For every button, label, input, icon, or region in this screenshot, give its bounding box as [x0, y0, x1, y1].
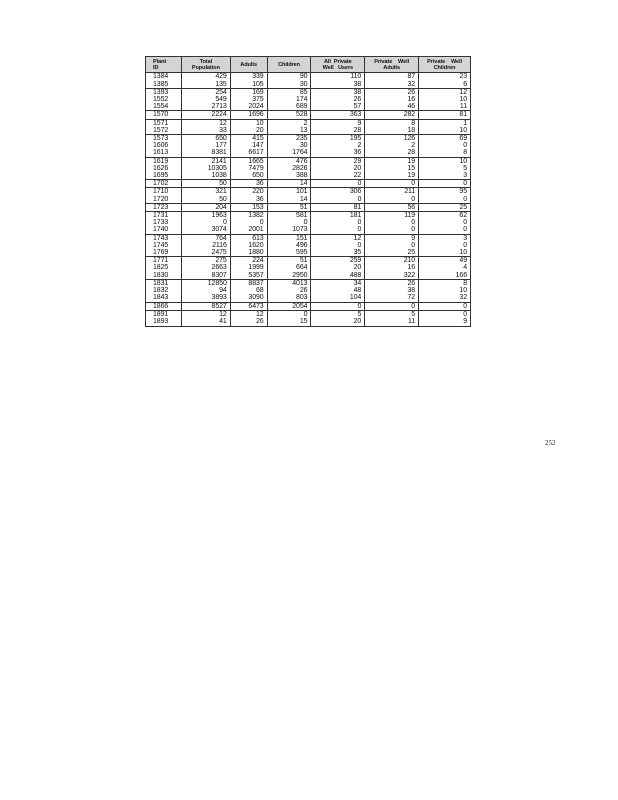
- table-row: [146, 279, 471, 287]
- cell-total-population: 2141: [181, 157, 230, 165]
- cell-all-private-well-users: 306: [311, 188, 365, 196]
- header-plant-id: Plant ID: [146, 57, 182, 73]
- cell-private-well-children: 8: [419, 279, 471, 287]
- cell-children: 2950: [267, 272, 311, 280]
- cell-private-well-adults: 87: [365, 73, 419, 81]
- cell-adults: 2001: [230, 226, 267, 234]
- cell-total-population: 8307: [181, 272, 230, 280]
- cell-private-well-children: 166: [419, 272, 471, 280]
- table-row: [146, 318, 471, 327]
- cell-private-well-children: 4: [419, 264, 471, 271]
- table-row: [146, 219, 471, 226]
- cell-children: 1073: [267, 226, 311, 234]
- cell-private-well-children: 9: [419, 318, 471, 327]
- cell-total-population: 254: [181, 88, 230, 96]
- cell-all-private-well-users: 20: [311, 264, 365, 271]
- cell-private-well-adults: 322: [365, 272, 419, 280]
- cell-private-well-adults: 15: [365, 165, 419, 172]
- cell-total-population: 1963: [181, 212, 230, 220]
- cell-private-well-children: 0: [419, 242, 471, 249]
- cell-plant-id: 1571: [146, 119, 182, 127]
- cell-total-population: 2713: [181, 103, 230, 111]
- table-row: [146, 142, 471, 149]
- cell-adults: 1880: [230, 249, 267, 257]
- cell-private-well-adults: 19: [365, 157, 419, 165]
- cell-private-well-adults: 0: [365, 226, 419, 234]
- cell-adults: 5357: [230, 272, 267, 280]
- cell-private-well-adults: 282: [365, 111, 419, 119]
- cell-children: 2826: [267, 165, 311, 172]
- cell-children: 15: [267, 318, 311, 327]
- cell-total-population: 177: [181, 142, 230, 149]
- table-header-row: [146, 57, 471, 73]
- cell-private-well-adults: 16: [365, 264, 419, 271]
- cell-all-private-well-users: 0: [311, 242, 365, 249]
- cell-plant-id: 1619: [146, 157, 182, 165]
- cell-plant-id: 1830: [146, 272, 182, 280]
- cell-children: 388: [267, 172, 311, 180]
- table-row: [146, 196, 471, 204]
- cell-children: 1764: [267, 149, 311, 157]
- cell-adults: 20: [230, 127, 267, 135]
- cell-children: 30: [267, 142, 311, 149]
- cell-all-private-well-users: 488: [311, 272, 365, 280]
- cell-all-private-well-users: 5: [311, 310, 365, 318]
- cell-private-well-children: 0: [419, 310, 471, 318]
- cell-private-well-adults: 8: [365, 119, 419, 127]
- cell-adults: 36: [230, 180, 267, 188]
- cell-adults: 147: [230, 142, 267, 149]
- cell-total-population: 2224: [181, 111, 230, 119]
- cell-plant-id: 1385: [146, 81, 182, 89]
- cell-private-well-adults: 119: [365, 212, 419, 220]
- cell-children: 2: [267, 119, 311, 127]
- cell-plant-id: 1723: [146, 203, 182, 211]
- cell-private-well-children: 1: [419, 119, 471, 127]
- cell-plant-id: 1831: [146, 279, 182, 287]
- cell-private-well-children: 0: [419, 302, 471, 310]
- cell-adults: 0: [230, 219, 267, 226]
- header-children: Children: [267, 57, 311, 73]
- cell-private-well-children: 32: [419, 294, 471, 302]
- cell-all-private-well-users: 36: [311, 149, 365, 157]
- cell-adults: 1620: [230, 242, 267, 249]
- page-number: 252: [545, 439, 556, 447]
- cell-adults: 224: [230, 257, 267, 265]
- cell-total-population: 2116: [181, 242, 230, 249]
- cell-private-well-adults: 0: [365, 196, 419, 204]
- cell-children: 2054: [267, 302, 311, 310]
- cell-all-private-well-users: 38: [311, 88, 365, 96]
- cell-total-population: 94: [181, 287, 230, 294]
- cell-adults: 68: [230, 287, 267, 294]
- cell-all-private-well-users: 0: [311, 196, 365, 204]
- cell-private-well-children: 23: [419, 73, 471, 81]
- cell-children: 496: [267, 242, 311, 249]
- cell-plant-id: 1572: [146, 127, 182, 135]
- table-row: [146, 249, 471, 257]
- cell-adults: 375: [230, 96, 267, 103]
- cell-plant-id: 1769: [146, 249, 182, 257]
- cell-children: 51: [267, 257, 311, 265]
- cell-private-well-children: 10: [419, 157, 471, 165]
- cell-private-well-children: 49: [419, 257, 471, 265]
- table-row: [146, 188, 471, 196]
- cell-adults: 1665: [230, 157, 267, 165]
- cell-total-population: 50: [181, 180, 230, 188]
- cell-all-private-well-users: 35: [311, 249, 365, 257]
- cell-total-population: 2475: [181, 249, 230, 257]
- cell-total-population: 650: [181, 135, 230, 143]
- cell-all-private-well-users: 0: [311, 226, 365, 234]
- cell-private-well-adults: 210: [365, 257, 419, 265]
- cell-private-well-adults: 38: [365, 287, 419, 294]
- table-row: [146, 302, 471, 310]
- table-row: [146, 149, 471, 157]
- table-row: [146, 287, 471, 294]
- cell-private-well-children: 10: [419, 287, 471, 294]
- cell-children: 51: [267, 203, 311, 211]
- table-row: [146, 165, 471, 172]
- cell-private-well-adults: 16: [365, 96, 419, 103]
- cell-adults: 220: [230, 188, 267, 196]
- table-row: [146, 212, 471, 220]
- cell-plant-id: 1832: [146, 287, 182, 294]
- header-adults: Adults: [230, 57, 267, 73]
- cell-total-population: 3893: [181, 294, 230, 302]
- table-row: [146, 264, 471, 271]
- cell-all-private-well-users: 104: [311, 294, 365, 302]
- cell-all-private-well-users: 0: [311, 302, 365, 310]
- cell-plant-id: 1570: [146, 111, 182, 119]
- cell-total-population: 2663: [181, 264, 230, 271]
- cell-children: 689: [267, 103, 311, 111]
- header-total-population: Total Population: [181, 57, 230, 73]
- cell-total-population: 321: [181, 188, 230, 196]
- cell-private-well-children: 8: [419, 149, 471, 157]
- cell-all-private-well-users: 28: [311, 127, 365, 135]
- table-row: [146, 272, 471, 280]
- cell-children: 0: [267, 219, 311, 226]
- cell-plant-id: 1573: [146, 135, 182, 143]
- cell-private-well-adults: 28: [365, 149, 419, 157]
- table-row: [146, 127, 471, 135]
- cell-all-private-well-users: 29: [311, 157, 365, 165]
- cell-all-private-well-users: 22: [311, 172, 365, 180]
- cell-all-private-well-users: 20: [311, 318, 365, 327]
- cell-adults: 3090: [230, 294, 267, 302]
- cell-total-population: 12: [181, 119, 230, 127]
- cell-all-private-well-users: 195: [311, 135, 365, 143]
- cell-adults: 339: [230, 73, 267, 81]
- cell-total-population: 8381: [181, 149, 230, 157]
- cell-total-population: 3074: [181, 226, 230, 234]
- cell-private-well-adults: 5: [365, 310, 419, 318]
- cell-adults: 12: [230, 310, 267, 318]
- cell-plant-id: 1554: [146, 103, 182, 111]
- cell-children: 803: [267, 294, 311, 302]
- cell-all-private-well-users: 57: [311, 103, 365, 111]
- table-row: [146, 111, 471, 119]
- cell-private-well-adults: 56: [365, 203, 419, 211]
- cell-adults: 105: [230, 81, 267, 89]
- cell-all-private-well-users: 48: [311, 287, 365, 294]
- cell-total-population: 8527: [181, 302, 230, 310]
- cell-children: 664: [267, 264, 311, 271]
- cell-private-well-children: 10: [419, 96, 471, 103]
- cell-children: 85: [267, 88, 311, 96]
- cell-private-well-adults: 211: [365, 188, 419, 196]
- table-body: [146, 73, 471, 327]
- cell-adults: 26: [230, 318, 267, 327]
- cell-total-population: 12: [181, 310, 230, 318]
- cell-private-well-adults: 18: [365, 127, 419, 135]
- cell-children: 595: [267, 249, 311, 257]
- cell-adults: 6617: [230, 149, 267, 157]
- cell-children: 151: [267, 234, 311, 242]
- cell-total-population: 10305: [181, 165, 230, 172]
- cell-private-well-children: 62: [419, 212, 471, 220]
- cell-plant-id: 1606: [146, 142, 182, 149]
- cell-all-private-well-users: 363: [311, 111, 365, 119]
- cell-private-well-children: 10: [419, 127, 471, 135]
- cell-private-well-children: 5: [419, 165, 471, 172]
- cell-adults: 415: [230, 135, 267, 143]
- cell-total-population: 33: [181, 127, 230, 135]
- cell-total-population: 0: [181, 219, 230, 226]
- table-row: [146, 310, 471, 318]
- cell-plant-id: 1731: [146, 212, 182, 220]
- cell-children: 235: [267, 135, 311, 143]
- cell-private-well-adults: 46: [365, 103, 419, 111]
- cell-total-population: 275: [181, 257, 230, 265]
- table-row: [146, 157, 471, 165]
- table-row: [146, 294, 471, 302]
- cell-children: 101: [267, 188, 311, 196]
- cell-total-population: 549: [181, 96, 230, 103]
- cell-total-population: 12850: [181, 279, 230, 287]
- cell-plant-id: 1393: [146, 88, 182, 96]
- cell-private-well-adults: 72: [365, 294, 419, 302]
- cell-plant-id: 1702: [146, 180, 182, 188]
- cell-adults: 6473: [230, 302, 267, 310]
- table-row: [146, 119, 471, 127]
- cell-adults: 1382: [230, 212, 267, 220]
- table-row: [146, 73, 471, 81]
- cell-plant-id: 1720: [146, 196, 182, 204]
- cell-all-private-well-users: 81: [311, 203, 365, 211]
- table-row: [146, 103, 471, 111]
- cell-total-population: 764: [181, 234, 230, 242]
- cell-plant-id: 1552: [146, 96, 182, 103]
- cell-private-well-adults: 0: [365, 180, 419, 188]
- cell-plant-id: 1740: [146, 226, 182, 234]
- table-row: [146, 88, 471, 96]
- cell-private-well-children: 0: [419, 219, 471, 226]
- table-row: [146, 234, 471, 242]
- cell-total-population: 1038: [181, 172, 230, 180]
- cell-plant-id: 1843: [146, 294, 182, 302]
- cell-private-well-children: 95: [419, 188, 471, 196]
- cell-private-well-children: 25: [419, 203, 471, 211]
- cell-adults: 650: [230, 172, 267, 180]
- cell-children: 14: [267, 196, 311, 204]
- cell-total-population: 41: [181, 318, 230, 327]
- population-well-users-table: [145, 56, 471, 327]
- header-private-well-adults: Private Well Adults: [365, 57, 419, 73]
- cell-private-well-children: 0: [419, 196, 471, 204]
- cell-private-well-adults: 11: [365, 318, 419, 327]
- cell-children: 13: [267, 127, 311, 135]
- cell-adults: 36: [230, 196, 267, 204]
- cell-adults: 1999: [230, 264, 267, 271]
- cell-private-well-adults: 2: [365, 142, 419, 149]
- cell-private-well-adults: 26: [365, 88, 419, 96]
- cell-all-private-well-users: 181: [311, 212, 365, 220]
- cell-private-well-children: 0: [419, 226, 471, 234]
- table-row: [146, 172, 471, 180]
- cell-private-well-adults: 126: [365, 135, 419, 143]
- cell-private-well-adults: 0: [365, 219, 419, 226]
- cell-private-well-adults: 25: [365, 249, 419, 257]
- cell-all-private-well-users: 110: [311, 73, 365, 81]
- cell-adults: 153: [230, 203, 267, 211]
- cell-total-population: 135: [181, 81, 230, 89]
- cell-total-population: 429: [181, 73, 230, 81]
- cell-plant-id: 1613: [146, 149, 182, 157]
- cell-children: 581: [267, 212, 311, 220]
- cell-private-well-adults: 19: [365, 172, 419, 180]
- cell-private-well-adults: 0: [365, 302, 419, 310]
- cell-private-well-children: 6: [419, 81, 471, 89]
- cell-private-well-children: 0: [419, 180, 471, 188]
- cell-children: 174: [267, 96, 311, 103]
- cell-plant-id: 1745: [146, 242, 182, 249]
- table-row: [146, 96, 471, 103]
- cell-all-private-well-users: 26: [311, 96, 365, 103]
- cell-total-population: 204: [181, 203, 230, 211]
- cell-children: 528: [267, 111, 311, 119]
- cell-private-well-children: 81: [419, 111, 471, 119]
- cell-children: 0: [267, 310, 311, 318]
- cell-adults: 8837: [230, 279, 267, 287]
- cell-plant-id: 1771: [146, 257, 182, 265]
- cell-all-private-well-users: 9: [311, 119, 365, 127]
- cell-plant-id: 1893: [146, 318, 182, 327]
- cell-private-well-adults: 26: [365, 279, 419, 287]
- table-row: [146, 81, 471, 89]
- cell-all-private-well-users: 34: [311, 279, 365, 287]
- cell-adults: 169: [230, 88, 267, 96]
- cell-private-well-children: 3: [419, 172, 471, 180]
- cell-adults: 10: [230, 119, 267, 127]
- cell-adults: 613: [230, 234, 267, 242]
- cell-private-well-children: 12: [419, 88, 471, 96]
- cell-children: 4013: [267, 279, 311, 287]
- cell-all-private-well-users: 20: [311, 165, 365, 172]
- cell-plant-id: 1743: [146, 234, 182, 242]
- cell-all-private-well-users: 0: [311, 219, 365, 226]
- cell-children: 26: [267, 287, 311, 294]
- cell-all-private-well-users: 259: [311, 257, 365, 265]
- cell-private-well-adults: 32: [365, 81, 419, 89]
- cell-children: 476: [267, 157, 311, 165]
- cell-adults: 1696: [230, 111, 267, 119]
- cell-plant-id: 1384: [146, 73, 182, 81]
- cell-private-well-adults: 0: [365, 242, 419, 249]
- header-private-well-children: Private Well Children: [419, 57, 471, 73]
- cell-plant-id: 1891: [146, 310, 182, 318]
- cell-all-private-well-users: 2: [311, 142, 365, 149]
- table-row: [146, 257, 471, 265]
- cell-all-private-well-users: 0: [311, 180, 365, 188]
- cell-adults: 2024: [230, 103, 267, 111]
- cell-private-well-children: 11: [419, 103, 471, 111]
- cell-private-well-children: 3: [419, 234, 471, 242]
- cell-private-well-children: 69: [419, 135, 471, 143]
- cell-plant-id: 1710: [146, 188, 182, 196]
- cell-all-private-well-users: 12: [311, 234, 365, 242]
- table-row: [146, 180, 471, 188]
- table-row: [146, 242, 471, 249]
- cell-plant-id: 1866: [146, 302, 182, 310]
- cell-children: 90: [267, 73, 311, 81]
- cell-total-population: 50: [181, 196, 230, 204]
- cell-private-well-children: 10: [419, 249, 471, 257]
- cell-private-well-adults: 9: [365, 234, 419, 242]
- cell-adults: 7479: [230, 165, 267, 172]
- cell-children: 14: [267, 180, 311, 188]
- table-row: [146, 135, 471, 143]
- cell-plant-id: 1733: [146, 219, 182, 226]
- table-row: [146, 226, 471, 234]
- cell-children: 30: [267, 81, 311, 89]
- table-row: [146, 203, 471, 211]
- header-all-private-well-users: All Private Well Users: [311, 57, 365, 73]
- cell-plant-id: 1626: [146, 165, 182, 172]
- cell-private-well-children: 0: [419, 142, 471, 149]
- cell-all-private-well-users: 38: [311, 81, 365, 89]
- cell-plant-id: 1695: [146, 172, 182, 180]
- cell-plant-id: 1825: [146, 264, 182, 271]
